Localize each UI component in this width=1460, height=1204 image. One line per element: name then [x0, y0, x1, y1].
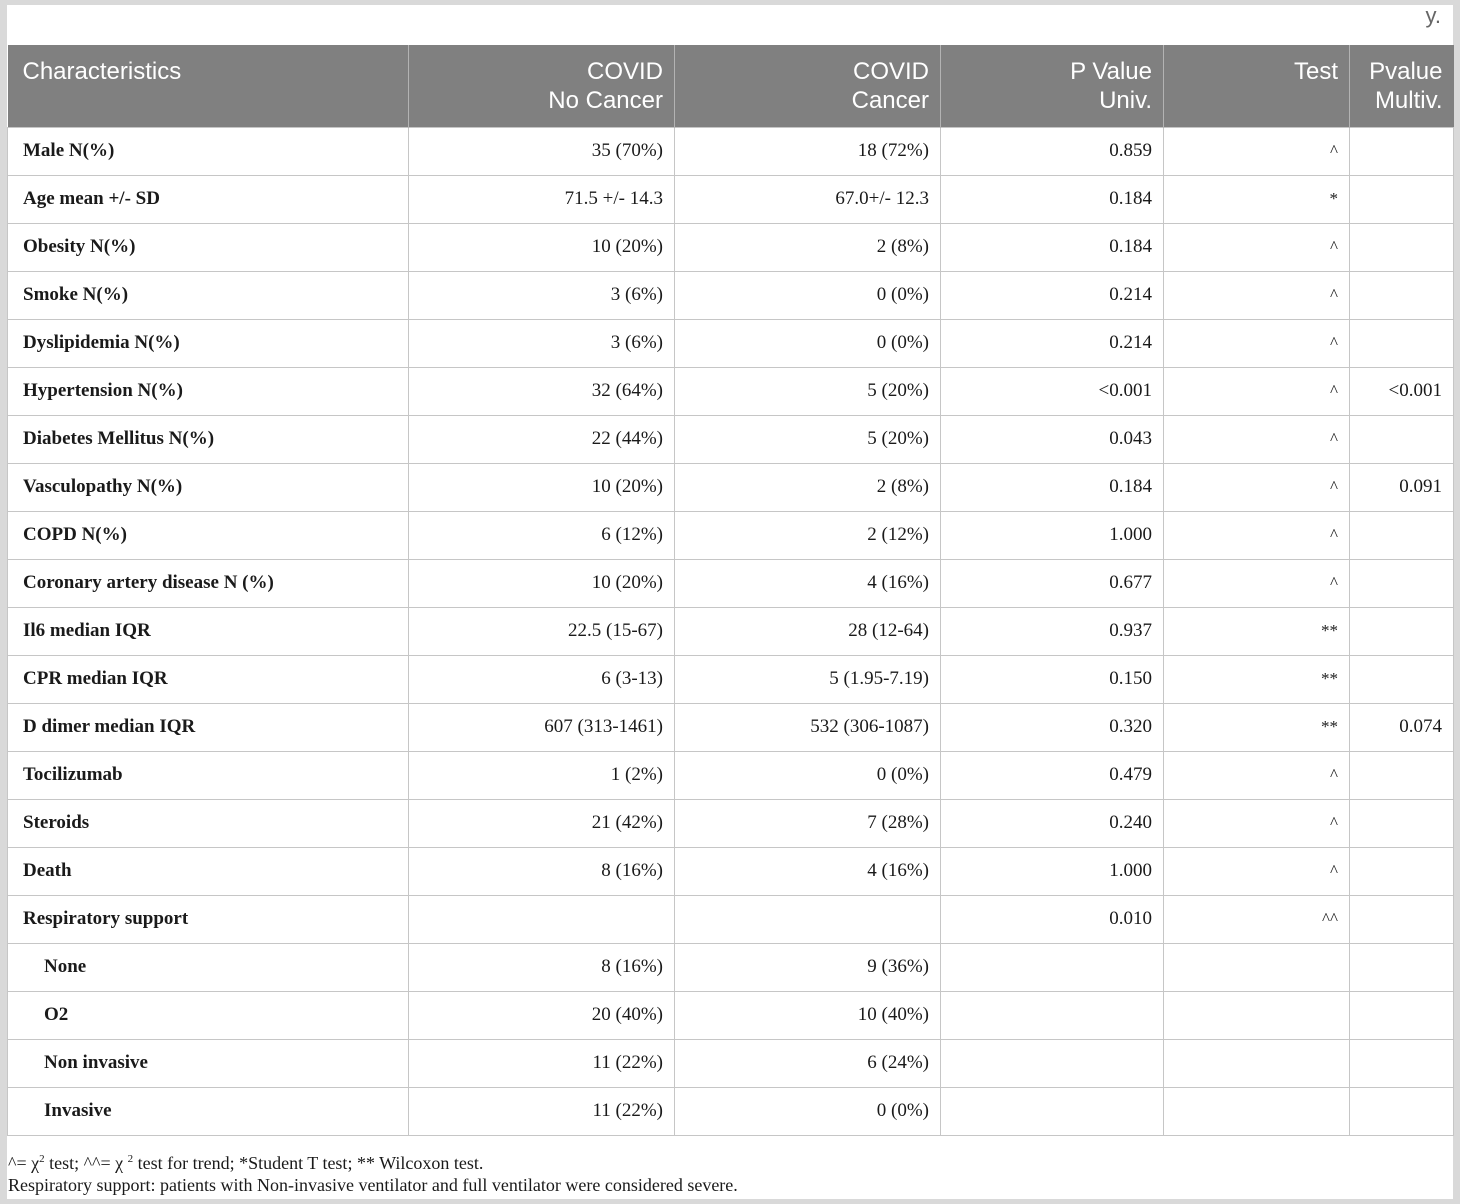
cell-test: ^	[1164, 751, 1350, 799]
cell-test	[1164, 991, 1350, 1039]
cell-covid-no-cancer: 10 (20%)	[409, 463, 675, 511]
cell-covid-no-cancer: 71.5 +/- 14.3	[409, 175, 675, 223]
table-row	[8, 895, 1454, 943]
cell-p-value-univ: 0.479	[941, 751, 1164, 799]
page	[7, 5, 1453, 1199]
cell-test	[1164, 1087, 1350, 1135]
cell-p-value-univ: 0.184	[941, 175, 1164, 223]
footnote-part: test for trend; *Student T test; ** Wilcoxon test.	[133, 1153, 484, 1173]
header-covid-no-cancer: COVID No Cancer	[409, 45, 675, 127]
cell-covid-cancer: 9 (36%)	[675, 943, 941, 991]
cell-covid-no-cancer	[409, 895, 675, 943]
footnote-superscript: 2	[127, 1153, 134, 1165]
cell-covid-no-cancer: 8 (16%)	[409, 847, 675, 895]
cell-covid-cancer: 0 (0%)	[675, 319, 941, 367]
cell-covid-no-cancer: 21 (42%)	[409, 799, 675, 847]
cell-p-value-univ: 0.150	[941, 655, 1164, 703]
cell-covid-no-cancer: 22 (44%)	[409, 415, 675, 463]
cell-p-value-univ	[941, 991, 1164, 1039]
cell-p-value-univ: 0.010	[941, 895, 1164, 943]
cell-covid-no-cancer: 8 (16%)	[409, 943, 675, 991]
characteristics-table	[7, 45, 1454, 1136]
header-test: Test	[1164, 45, 1350, 127]
cell-p-value-univ: <0.001	[941, 367, 1164, 415]
cell-characteristic: None	[8, 943, 409, 991]
cell-p-value-univ	[941, 1087, 1164, 1135]
cell-test: ^	[1164, 799, 1350, 847]
cell-covid-cancer: 2 (8%)	[675, 463, 941, 511]
table-row	[8, 319, 1454, 367]
table-row	[8, 847, 1454, 895]
cell-pvalue-multiv: 0.074	[1350, 703, 1454, 751]
table-row	[8, 1039, 1454, 1087]
cell-pvalue-multiv: 0.091	[1350, 463, 1454, 511]
cell-p-value-univ: 0.214	[941, 271, 1164, 319]
cell-characteristic: CPR median IQR	[8, 655, 409, 703]
table-row	[8, 175, 1454, 223]
table-row	[8, 559, 1454, 607]
cell-characteristic: Hypertension N(%)	[8, 367, 409, 415]
cell-p-value-univ: 0.859	[941, 127, 1164, 175]
cell-covid-cancer: 7 (28%)	[675, 799, 941, 847]
cell-covid-cancer	[675, 895, 941, 943]
cell-covid-cancer: 2 (8%)	[675, 223, 941, 271]
cell-covid-cancer: 532 (306-1087)	[675, 703, 941, 751]
cell-characteristic: Non invasive	[8, 1039, 409, 1087]
cell-p-value-univ	[941, 1039, 1164, 1087]
cell-covid-no-cancer: 6 (12%)	[409, 511, 675, 559]
footnote-superscript: 2	[39, 1153, 45, 1165]
cell-covid-no-cancer: 10 (20%)	[409, 559, 675, 607]
table-row	[8, 271, 1454, 319]
cell-pvalue-multiv	[1350, 1087, 1454, 1135]
cell-test: ^	[1164, 127, 1350, 175]
table-row	[8, 511, 1454, 559]
cell-pvalue-multiv	[1350, 1039, 1454, 1087]
cell-p-value-univ: 0.214	[941, 319, 1164, 367]
cell-covid-cancer: 18 (72%)	[675, 127, 941, 175]
table-row	[8, 703, 1454, 751]
header-p-value-univ: P Value Univ.	[941, 45, 1164, 127]
footnote-part: test; ^^= χ	[44, 1153, 128, 1173]
cell-covid-cancer: 28 (12-64)	[675, 607, 941, 655]
cell-characteristic: COPD N(%)	[8, 511, 409, 559]
footnote-respiratory-note: Respiratory support: patients with Non-invasive ventilator and full ventilator were considered severe.	[8, 1175, 738, 1195]
header-covid-cancer: COVID Cancer	[675, 45, 941, 127]
cell-characteristic: Il6 median IQR	[8, 607, 409, 655]
cell-p-value-univ	[941, 943, 1164, 991]
footnote-test-legend	[8, 1148, 738, 1174]
cell-test: ^	[1164, 847, 1350, 895]
table-footnote	[8, 1148, 738, 1196]
cell-test: ^	[1164, 511, 1350, 559]
cell-test: ^	[1164, 319, 1350, 367]
table-body	[8, 127, 1454, 1135]
cell-characteristic: Obesity N(%)	[8, 223, 409, 271]
table-row	[8, 991, 1454, 1039]
cell-pvalue-multiv	[1350, 415, 1454, 463]
cell-pvalue-multiv	[1350, 991, 1454, 1039]
cell-test: ^	[1164, 367, 1350, 415]
cell-pvalue-multiv	[1350, 607, 1454, 655]
cell-covid-cancer: 4 (16%)	[675, 847, 941, 895]
cell-pvalue-multiv: <0.001	[1350, 367, 1454, 415]
cell-characteristic: Death	[8, 847, 409, 895]
cell-covid-cancer: 0 (0%)	[675, 751, 941, 799]
cell-pvalue-multiv	[1350, 799, 1454, 847]
cell-covid-cancer: 0 (0%)	[675, 1087, 941, 1135]
cell-pvalue-multiv	[1350, 895, 1454, 943]
cell-covid-no-cancer: 3 (6%)	[409, 319, 675, 367]
cell-covid-no-cancer: 11 (22%)	[409, 1039, 675, 1087]
cell-characteristic: O2	[8, 991, 409, 1039]
table-row	[8, 655, 1454, 703]
cell-pvalue-multiv	[1350, 847, 1454, 895]
cell-test: ^	[1164, 415, 1350, 463]
table-row	[8, 415, 1454, 463]
cell-p-value-univ: 0.320	[941, 703, 1164, 751]
cell-p-value-univ: 0.240	[941, 799, 1164, 847]
table-row	[8, 607, 1454, 655]
table-row	[8, 799, 1454, 847]
cell-pvalue-multiv	[1350, 751, 1454, 799]
cell-covid-no-cancer: 607 (313-1461)	[409, 703, 675, 751]
cell-covid-cancer: 5 (20%)	[675, 367, 941, 415]
cell-test: *	[1164, 175, 1350, 223]
cell-characteristic: Age mean +/- SD	[8, 175, 409, 223]
cell-covid-no-cancer: 22.5 (15-67)	[409, 607, 675, 655]
cell-covid-no-cancer: 6 (3-13)	[409, 655, 675, 703]
cell-test: ^	[1164, 223, 1350, 271]
cell-test: ^	[1164, 559, 1350, 607]
header-characteristics: Characteristics	[8, 45, 409, 127]
cell-pvalue-multiv	[1350, 127, 1454, 175]
cell-covid-no-cancer: 32 (64%)	[409, 367, 675, 415]
cell-characteristic: Smoke N(%)	[8, 271, 409, 319]
cell-characteristic: Diabetes Mellitus N(%)	[8, 415, 409, 463]
header-pvalue-multiv: Pvalue Multiv.	[1350, 45, 1454, 127]
cell-pvalue-multiv	[1350, 271, 1454, 319]
cell-pvalue-multiv	[1350, 655, 1454, 703]
cell-covid-no-cancer: 35 (70%)	[409, 127, 675, 175]
cell-characteristic: Respiratory support	[8, 895, 409, 943]
cell-test: **	[1164, 703, 1350, 751]
cell-pvalue-multiv	[1350, 223, 1454, 271]
cell-p-value-univ: 0.937	[941, 607, 1164, 655]
table-header	[8, 45, 1454, 127]
table-row	[8, 943, 1454, 991]
cell-covid-cancer: 5 (20%)	[675, 415, 941, 463]
table-row	[8, 1087, 1454, 1135]
cell-p-value-univ: 0.184	[941, 463, 1164, 511]
footnote-part: ^= χ	[8, 1153, 40, 1173]
cell-covid-cancer: 5 (1.95-7.19)	[675, 655, 941, 703]
cell-pvalue-multiv	[1350, 175, 1454, 223]
cell-covid-cancer: 67.0+/- 12.3	[675, 175, 941, 223]
cell-characteristic: Male N(%)	[8, 127, 409, 175]
header-row	[8, 45, 1454, 127]
cell-covid-cancer: 6 (24%)	[675, 1039, 941, 1087]
cell-test: **	[1164, 655, 1350, 703]
cell-covid-no-cancer: 20 (40%)	[409, 991, 675, 1039]
cell-p-value-univ: 1.000	[941, 847, 1164, 895]
table-row	[8, 127, 1454, 175]
cell-covid-cancer: 4 (16%)	[675, 559, 941, 607]
cell-test	[1164, 943, 1350, 991]
cell-test: **	[1164, 607, 1350, 655]
table-row	[8, 367, 1454, 415]
table-row	[8, 223, 1454, 271]
cell-characteristic: Steroids	[8, 799, 409, 847]
cell-pvalue-multiv	[1350, 943, 1454, 991]
cell-characteristic: Dyslipidemia N(%)	[8, 319, 409, 367]
cell-characteristic: Coronary artery disease N (%)	[8, 559, 409, 607]
cell-test: ^^	[1164, 895, 1350, 943]
table-row	[8, 463, 1454, 511]
cell-covid-no-cancer: 1 (2%)	[409, 751, 675, 799]
cell-test: ^	[1164, 463, 1350, 511]
cell-characteristic: Invasive	[8, 1087, 409, 1135]
cell-characteristic: Tocilizumab	[8, 751, 409, 799]
cell-covid-no-cancer: 3 (6%)	[409, 271, 675, 319]
cell-covid-cancer: 0 (0%)	[675, 271, 941, 319]
cell-covid-no-cancer: 11 (22%)	[409, 1087, 675, 1135]
cell-characteristic: D dimer median IQR	[8, 703, 409, 751]
cell-pvalue-multiv	[1350, 511, 1454, 559]
cell-covid-cancer: 2 (12%)	[675, 511, 941, 559]
cell-pvalue-multiv	[1350, 559, 1454, 607]
cell-p-value-univ: 0.184	[941, 223, 1164, 271]
cell-test: ^	[1164, 271, 1350, 319]
cell-covid-cancer: 10 (40%)	[675, 991, 941, 1039]
cell-p-value-univ: 0.677	[941, 559, 1164, 607]
cell-characteristic: Vasculopathy N(%)	[8, 463, 409, 511]
cell-covid-no-cancer: 10 (20%)	[409, 223, 675, 271]
table-row	[8, 751, 1454, 799]
cell-test	[1164, 1039, 1350, 1087]
cell-pvalue-multiv	[1350, 319, 1454, 367]
cell-p-value-univ: 0.043	[941, 415, 1164, 463]
cell-p-value-univ: 1.000	[941, 511, 1164, 559]
page-corner-fragment: y.	[1425, 3, 1441, 28]
